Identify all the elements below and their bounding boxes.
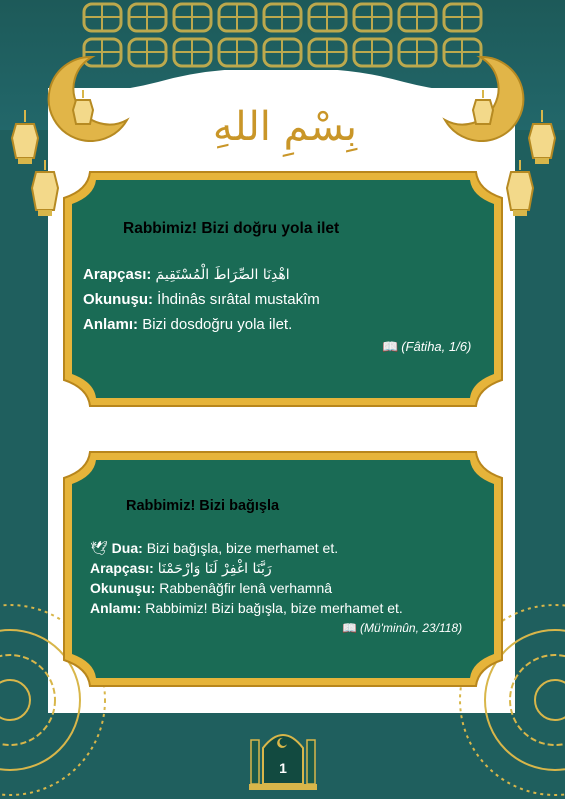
reading-text: İhdinâs sırâtal mustakîm — [157, 291, 320, 308]
meaning-text: Rabbimiz! Bizi bağışla, bize merhamet et. — [145, 600, 403, 616]
card-title: Rabbimiz! Bizi doğru yola ilet — [123, 220, 340, 237]
arabic-label: Arapçası: — [83, 266, 152, 283]
reading-label: Okunuşu: — [90, 580, 156, 596]
mosque-icon — [247, 722, 319, 792]
meaning-text: Bizi dosdoğru yola ilet. — [142, 316, 293, 333]
arabic-text: رَبَّنَا اغْفِرْ لَنَا وَارْحَمْنَا — [157, 561, 272, 577]
lantern-left-2-icon — [28, 160, 62, 222]
book-icon: 📖 — [342, 621, 357, 635]
dua-text: Bizi bağışla, bize merhamet et. — [146, 540, 339, 556]
dove-icon: 🕊 — [90, 540, 108, 556]
dua-card-2 — [60, 448, 506, 690]
lantern-left-3-icon — [70, 90, 96, 132]
arabic-label: Arapçası: — [90, 560, 154, 576]
bismillah-calligraphy: بِسْمِ اللهِ — [212, 104, 358, 150]
reading-label: Okunuşu: — [83, 291, 153, 308]
dua-label: Dua: — [111, 540, 143, 556]
lattice-pattern — [80, 0, 485, 70]
reading-text: Rabbenâğfir lenâ verhamnâ — [159, 580, 333, 596]
dua-card-1 — [60, 168, 506, 410]
page-number-badge — [247, 722, 319, 792]
card-frame — [60, 168, 506, 410]
card-title: Rabbimiz! Bizi bağışla — [126, 498, 280, 514]
lantern-right-2-icon — [503, 160, 537, 222]
reference-text: (Mü'minûn, 23/118) — [359, 621, 463, 635]
meaning-label: Anlamı: — [83, 316, 139, 333]
meaning-label: Anlamı: — [90, 600, 142, 616]
book-icon: 📖 — [382, 339, 399, 354]
reference-text: (Fâtiha, 1/6) — [401, 339, 472, 354]
arabic-text: اهْدِنَا الصِّرَاطَ الْمُسْتَقِيمَ — [155, 267, 290, 283]
lantern-right-3-icon — [470, 90, 496, 132]
page-number: 1 — [279, 760, 287, 776]
